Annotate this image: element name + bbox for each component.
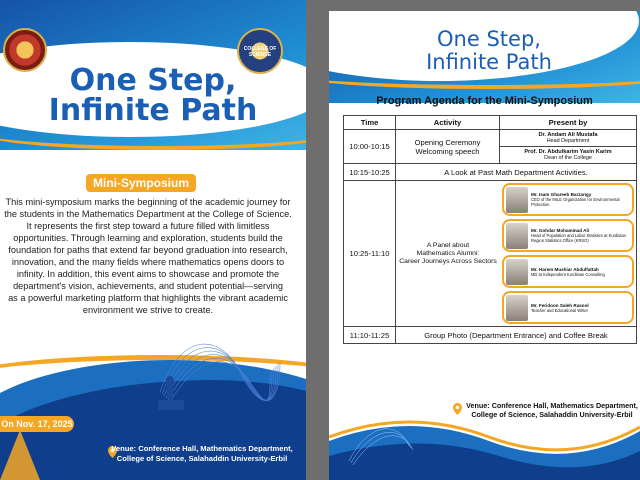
presenter-name: Dr. Andam Ali Mustafa bbox=[538, 132, 598, 138]
activity-line: Opening Ceremony bbox=[414, 137, 481, 147]
panelist-role: Teacher and Educational Writer bbox=[531, 307, 589, 313]
panelist-name: Mr. Gohdar Mohammad Ali bbox=[531, 228, 590, 233]
presenter-role: Head Department bbox=[546, 138, 590, 144]
presenter-cell bbox=[500, 147, 637, 164]
description-line: infinity. In addition, this event aims to showcase and promote the bbox=[16, 269, 280, 279]
agenda-title: Program Agenda for the Mini-Symposium bbox=[376, 95, 593, 107]
infinity-ribbon-illustration bbox=[140, 322, 290, 422]
panelist-card bbox=[502, 255, 634, 288]
activity-line: Welcoming speech bbox=[415, 146, 480, 156]
table-row bbox=[344, 130, 637, 147]
table-header-row bbox=[344, 116, 637, 130]
activity-line: Career Journeys Across Sectors bbox=[399, 257, 497, 265]
panelist-info bbox=[531, 192, 630, 207]
poster-title bbox=[369, 28, 609, 74]
header-time: Time bbox=[344, 116, 396, 130]
panelist-name: Mr. Harem Mushiar Abdulfattah bbox=[531, 266, 599, 272]
venue-text bbox=[465, 401, 639, 419]
description-line: as a powerful marketing platform that highlights the vibrant academic bbox=[8, 293, 288, 303]
venue-line: Venue: Conference Hall, Mathematics Department, bbox=[466, 401, 638, 410]
panelist-photo bbox=[506, 223, 528, 249]
description-line: This mini-symposium marks the beginning of the academic journey for bbox=[5, 197, 291, 207]
panelist-card bbox=[502, 219, 634, 252]
description-line: the students in the Mathematics Department at the College of Science. bbox=[4, 209, 292, 219]
table-row bbox=[344, 164, 637, 181]
header-presenter: Present by bbox=[500, 116, 637, 130]
title-line-2: Infinite Path bbox=[48, 93, 258, 128]
poster-page-left bbox=[0, 0, 306, 480]
venue-text bbox=[104, 444, 300, 464]
description-line: opportunities. Through learning and exploration, students build the bbox=[13, 233, 283, 243]
activity-cell bbox=[396, 130, 500, 164]
panel-activity bbox=[396, 242, 500, 266]
presenter-name: Prof. Dr. Abdulkarim Yasin Karim bbox=[524, 149, 612, 155]
table-row bbox=[344, 327, 637, 344]
panelist-info bbox=[531, 303, 589, 313]
panelist-list bbox=[500, 181, 636, 326]
title-line-1: One Step, bbox=[69, 63, 237, 98]
presenter-cell bbox=[500, 130, 637, 147]
logo-text: COLLEGE OF SCIENCE bbox=[243, 46, 277, 58]
location-pin-icon bbox=[453, 403, 462, 415]
description-line: environment we strive to create. bbox=[82, 305, 214, 315]
panel-cell bbox=[396, 181, 637, 327]
description-line: It represents the first step toward a future filled with limitless bbox=[26, 221, 270, 231]
venue-line: College of Science, Salahaddin University-Erbil bbox=[116, 454, 288, 463]
panelist-name: Mr. Isam Ghareeb Barzangy bbox=[531, 192, 592, 197]
activity-line: A Panel about bbox=[426, 241, 470, 249]
panelist-photo bbox=[506, 187, 528, 213]
panelist-card bbox=[502, 291, 634, 324]
title-line-2: Infinite Path bbox=[426, 50, 552, 74]
description-text bbox=[0, 196, 296, 316]
event-date-badge: On Nov. 17, 2025 bbox=[0, 416, 74, 432]
panelist-role: Head of Population and Labor Statistics at Kurdistan Region Statistics Office (KRSO) bbox=[531, 233, 626, 243]
time-cell: 10:00-10:15 bbox=[344, 130, 396, 164]
venue-line: Venue: Conference Hall, Mathematics Department, bbox=[111, 444, 293, 453]
panelist-photo bbox=[506, 295, 528, 321]
description-line: department's vision, achievements, and student potential—serving bbox=[13, 281, 283, 291]
panelist-card bbox=[502, 183, 634, 216]
panelist-name: Mr. Feridoon Saleh Rasool bbox=[531, 302, 589, 308]
activity-cell: A Look at Past Math Department Activities. bbox=[396, 164, 637, 181]
table-row bbox=[344, 181, 637, 327]
activity-line: Mathematics Alumni: bbox=[416, 249, 480, 257]
venue-line: College of Science, Salahaddin University-Erbil bbox=[471, 410, 633, 419]
title-line-1: One Step, bbox=[437, 27, 541, 51]
event-type-badge: Mini-Symposium bbox=[86, 174, 196, 192]
panel-layout bbox=[396, 181, 636, 326]
description-line: innovation, and the many fields where mathematics opens doors to bbox=[11, 257, 285, 267]
time-cell: 11:10-11:25 bbox=[344, 327, 396, 344]
lamp-light-decoration bbox=[0, 430, 40, 480]
agenda-table bbox=[343, 115, 637, 344]
time-cell: 10:25-11:10 bbox=[344, 181, 396, 327]
panelist-role: CEO of the MILE Organization for Environmental Protection bbox=[531, 197, 620, 207]
panelist-info bbox=[531, 267, 605, 277]
poster-page-right bbox=[329, 11, 640, 480]
poster-title bbox=[28, 63, 278, 128]
header-activity: Activity bbox=[396, 116, 500, 130]
panelist-role: MD at Independent Kurdistan Consulting bbox=[531, 271, 605, 277]
panelist-info bbox=[531, 228, 630, 243]
description-line: foundation for paths that extend far beyond graduation into research, bbox=[8, 245, 288, 255]
panelist-photo bbox=[506, 259, 528, 285]
activity-cell: Group Photo (Department Entrance) and Coffee Break bbox=[396, 327, 637, 344]
time-cell: 10:15-10:25 bbox=[344, 164, 396, 181]
presenter-role: Dean of the College bbox=[544, 155, 592, 161]
